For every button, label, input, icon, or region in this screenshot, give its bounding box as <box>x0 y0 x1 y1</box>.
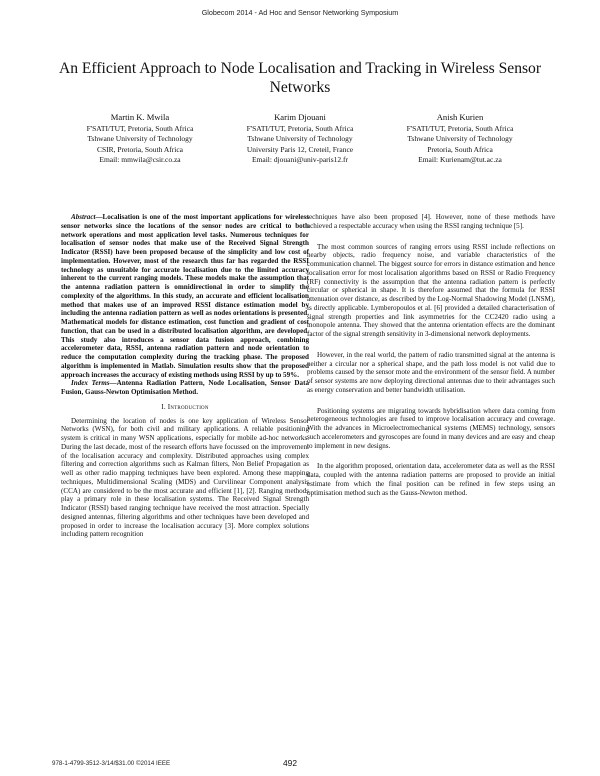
author-affiliation: F'SATI/TUT, Pretoria, South Africa <box>86 123 194 133</box>
body-paragraph: However, in the real world, the pattern of radio transmitted signal at the antenna is neither a circular nor a spherical shape, and the path loss model is not valid due to problems caused by the sensor mote and the environment of the sensor field. A number of sensor systems are now deploying directional antennas due to their advantages such as energy conservation and better bandwidth utilisation. <box>307 350 555 394</box>
index-terms-lead: Index Terms <box>71 379 110 388</box>
body-paragraph: Positioning systems are migrating towards hybridisation where data coming from heterogeneous technologies are fused to improve localisation accuracy and coverage. With the advances in Microelectromechanical systems (MEMS) technology, sensors such accelerometers and gyroscopes are found in many devices and are easy and cheap to implement in new designs. <box>307 406 555 450</box>
body-paragraph: The most common sources of ranging errors using RSSI include reflections on nearby objects, radio frequency noise, and variable characteristics of the communication channel. The biggest source for errors in distance estimation and hence localisation error for most localisation algorithms based on RSSI or Radio Frequency (RF) connectivity is the assumption that the antenna radiation pattern is perfectly circular or spherical in shape. It is therefore assumed that the formula for RSSI attenuation over distance, as described by the Log-Normal Shadowing Model (LNSM), is directly applicable. Lymberopoulos et al. [6] provided a detailed characterisation of signal strength properties and link asymmetries for the CC2420 radio using a monopole antenna. They showed that the antenna orientation effects are the dominant factor of the signal strength sensitivity in 3-dimensional network deployments. <box>307 242 555 338</box>
page-number: 492 <box>283 758 297 768</box>
author-3 <box>380 112 540 166</box>
author-email: Email: Kurienam@tut.ac.za <box>418 155 502 165</box>
body-paragraph: Determining the location of nodes is one key application of Wireless Sensor Networks (WSN), for both civil and military applications. A reliable positioning system is critical in many WSN applications, especially for mobile ad-hoc networks. During the last decade, most of the research efforts have focussed on the improvement of the localisation accuracy and complexity. Distributed approaches using complex filtering and correction algorithms such as Kalman filters, Non Belief Propagation as well as other radio mapping techniques have been explored. Among these mapping techniques, Multidimensional Scaling (MDS) and Curvilinear Component analysis (CCA) are considered to be the most accurate and efficient [1], [2]. Ranging methods play a primary role in these localisation systems. The Received Signal Strength Indicator (RSSI) based ranging technique have received the most attraction. Specially designed antennas, filtering algorithms and other techniques have been developed and proposed in order to increase the localisation accuracy [3]. More complex solutions including pattern recognition <box>61 416 309 539</box>
body-paragraph: In the algorithm proposed, orientation data, accelerometer data as well as the RSSI data, coupled with the antenna radiation patterns are proposed to provide an initial estimate from which the final position can be refined in few steps using an optimisation method such as the Gauss-Newton method. <box>307 462 555 497</box>
author-affiliation: CSIR, Pretoria, South Africa <box>96 144 184 154</box>
right-column <box>307 213 555 497</box>
author-name: Karim Djouani <box>274 112 326 122</box>
abstract-text: —Localisation is one of the most important applications for wireless sensor networks since the locations of the sensor nodes are critical to both network operations and most application level tasks. Numerous techniques for localisation of sensor nodes that make use of the Received Signal Strength Indicator (RSSI) have been proposed because of the simplicity and low cost of implementation. However, most of the research thus far has regarded the RSSI technology as unsuitable for accurate localisation due to the limited accuracy inherent to the current ranging models. These models make the assumption that the antenna radiation pattern is omnidirectional in order to simplify the complexity of the algorithms. In this study, an accurate and efficient localisation method that makes use of an improved RSSI distance estimation model by including the antenna radiation pattern as well as nodes orientations is presented. Mathematical models for distance estimation, cost function and gradient of cost function, that can be used in a distributed localisation algorithm, are developed. This study also introduces a sensor data fusion approach, combining accelerometer data, RSSI, antenna radiation pattern and node orientation to reduce the computation complexity during the tracking phase. The proposed algorithm is implemented in Matlab. Simulation results show that the proposed approach increases the accuracy of existing methods using RSSI by up to 59%. <box>61 213 309 379</box>
author-affiliation: F'SATI/TUT, Pretoria, South Africa <box>246 123 354 133</box>
author-block <box>60 112 540 166</box>
author-affiliation: F'SATI/TUT, Pretoria, South Africa <box>406 123 514 133</box>
section-heading: I. Introduction <box>161 402 209 411</box>
author-affiliation: Tshwane University of Technology <box>87 134 193 144</box>
author-affiliation: Tshwane University of Technology <box>247 134 353 144</box>
author-email: Email: djouani@univ-paris12.fr <box>251 155 349 165</box>
copyright-notice: 978-1-4799-3512-3/14/$31.00 ©2014 IEEE <box>52 760 171 767</box>
index-terms-text: —Antenna Radiation Pattern, Node Localisation, Sensor Data Fusion, Gauss-Newton Optimisation Method. <box>61 379 309 396</box>
index-terms <box>61 379 309 397</box>
abstract <box>61 213 309 379</box>
author-affiliation: University Paris 12, Creteil, France <box>246 144 354 154</box>
author-affiliation: Pretoria, South Africa <box>427 144 493 154</box>
author-1 <box>60 112 220 166</box>
body-paragraph: techniques have also been proposed [4]. However, none of these methods have achieved a respectable accuracy when using the RSSI ranging technique [5]. <box>307 213 555 230</box>
author-name: Anish Kurien <box>436 112 484 122</box>
left-column <box>61 213 309 539</box>
author-affiliation: Tshwane University of Technology <box>407 134 513 144</box>
author-email: Email: mmwila@csir.co.za <box>99 155 181 165</box>
author-name: Martin K. Mwila <box>110 112 170 122</box>
paper-title: An Efficient Approach to Node Localisation and Tracking in Wireless Sensor Networks <box>58 60 542 96</box>
abstract-lead: Abstract <box>71 213 96 221</box>
conference-header: Globecom 2014 - Ad Hoc and Sensor Networking Symposium <box>201 8 399 17</box>
author-2 <box>220 112 380 166</box>
